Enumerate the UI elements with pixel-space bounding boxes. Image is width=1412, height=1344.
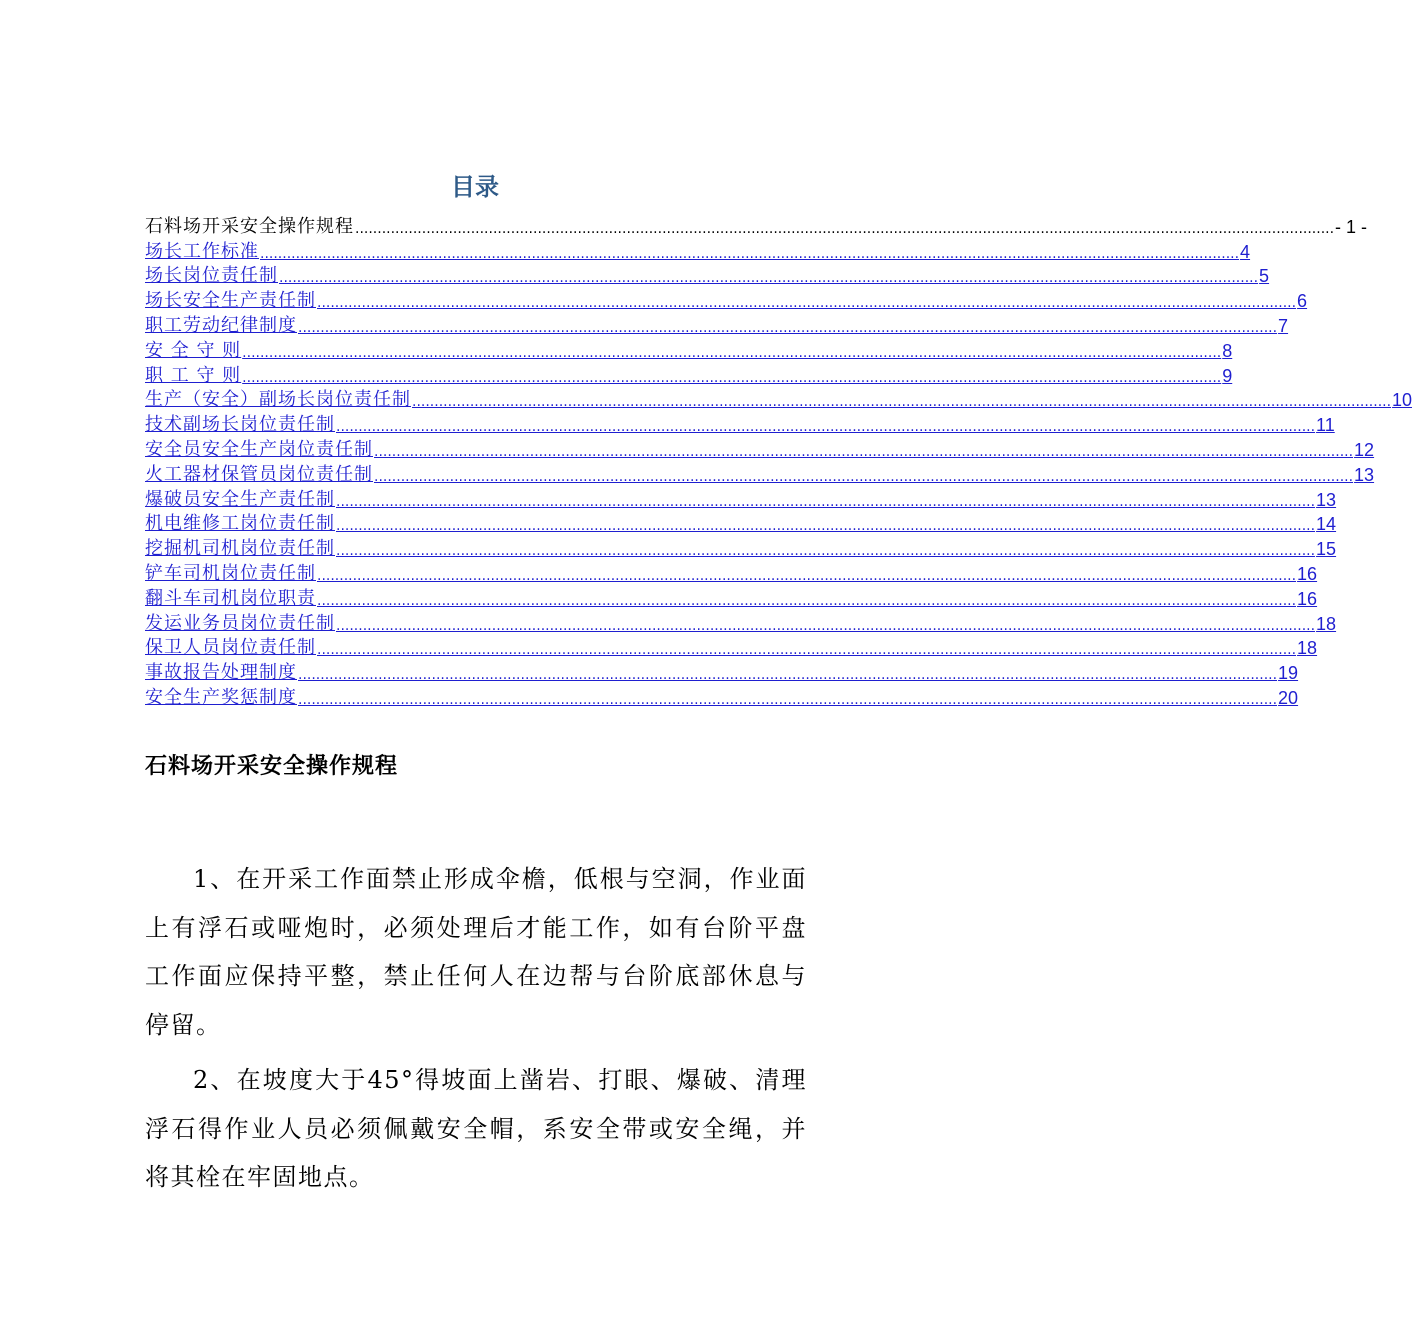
toc-entry-label: 场长安全生产责任制 bbox=[145, 290, 316, 312]
toc-entry[interactable] bbox=[145, 338, 1233, 363]
toc-dot-leader: ............................................................................................................................................................................................................................ bbox=[317, 295, 1297, 312]
toc-entry-label: 生产（安全）副场长岗位责任制 bbox=[145, 389, 411, 411]
toc-entry[interactable] bbox=[145, 536, 1337, 561]
toc-entry-page-number: 15 bbox=[1316, 539, 1337, 560]
toc-dot-leader: ............................................................................................................................................................................................................................ bbox=[336, 493, 1316, 510]
toc-entry-page-number: 6 bbox=[1297, 291, 1308, 312]
toc-entry-page-number: 11 bbox=[1316, 415, 1335, 436]
toc-dot-leader: ............................................................................................................................................................................................................................ bbox=[336, 419, 1316, 436]
toc-entry-label: 安 全 守 则 bbox=[145, 339, 242, 361]
toc-entry[interactable] bbox=[145, 239, 1251, 264]
toc-entry-page-number: 18 bbox=[1316, 613, 1337, 634]
toc-entry-label: 石料场开采安全操作规程 bbox=[145, 215, 354, 237]
toc-entry[interactable] bbox=[145, 611, 1337, 636]
toc-dot-leader: ............................................................................................................................................................................................................................ bbox=[412, 394, 1392, 411]
toc-dot-leader: ............................................................................................................................................................................................................................ bbox=[355, 220, 1335, 237]
toc-entry-label: 发运业务员岗位责任制 bbox=[145, 612, 335, 634]
toc-entry-label: 翻斗车司机岗位职责 bbox=[145, 587, 316, 609]
toc-entry-page-number: 9 bbox=[1222, 365, 1233, 386]
toc-dot-leader: ............................................................................................................................................................................................................................ bbox=[298, 691, 1278, 708]
toc-dot-leader: ............................................................................................................................................................................................................................ bbox=[260, 245, 1240, 262]
toc-entry-label: 火工器材保管员岗位责任制 bbox=[145, 463, 373, 485]
toc-entry-page-number: - 1 - bbox=[1335, 216, 1368, 237]
toc-entry-page-number: 13 bbox=[1316, 489, 1337, 510]
toc-entry-page-number: 13 bbox=[1354, 464, 1375, 485]
toc-dot-leader: ............................................................................................................................................................................................................................ bbox=[279, 270, 1259, 287]
toc-entry[interactable] bbox=[145, 660, 1299, 685]
toc-entry-label: 安全生产奖惩制度 bbox=[145, 686, 297, 708]
toc-dot-leader: ............................................................................................................................................................................................................................ bbox=[317, 642, 1297, 659]
toc-entry[interactable] bbox=[145, 487, 1337, 512]
toc-entry-page-number: 18 bbox=[1297, 638, 1318, 659]
toc-dot-leader: ............................................................................................................................................................................................................................ bbox=[374, 443, 1354, 460]
toc-entry-page-number: 5 bbox=[1259, 266, 1270, 287]
toc-entry[interactable] bbox=[145, 685, 1299, 710]
toc-entry-label: 事故报告处理制度 bbox=[145, 662, 297, 684]
toc-entry[interactable] bbox=[145, 561, 1318, 586]
toc-entry-page-number: 4 bbox=[1240, 241, 1251, 262]
table-of-contents bbox=[145, 214, 1412, 710]
toc-entry[interactable] bbox=[145, 363, 1233, 388]
toc-dot-leader: ............................................................................................................................................................................................................................ bbox=[242, 369, 1222, 386]
toc-entry-label: 职工劳动纪律制度 bbox=[145, 314, 297, 336]
toc-entry[interactable] bbox=[145, 437, 1375, 462]
toc-entry[interactable] bbox=[145, 586, 1318, 611]
toc-entry[interactable] bbox=[145, 512, 1337, 537]
toc-entry[interactable] bbox=[145, 264, 1270, 289]
toc-dot-leader: ............................................................................................................................................................................................................................ bbox=[336, 543, 1316, 560]
toc-entry-page-number: 14 bbox=[1316, 514, 1337, 535]
toc-entry-label: 场长岗位责任制 bbox=[145, 265, 278, 287]
toc-entry-page-number: 16 bbox=[1297, 588, 1318, 609]
toc-dot-leader: ............................................................................................................................................................................................................................ bbox=[336, 617, 1316, 634]
toc-dot-leader: ............................................................................................................................................................................................................................ bbox=[336, 518, 1316, 535]
toc-entry-page-number: 16 bbox=[1297, 563, 1318, 584]
toc-dot-leader: ............................................................................................................................................................................................................................ bbox=[298, 667, 1278, 684]
toc-entry-label: 场长工作标准 bbox=[145, 240, 259, 262]
toc-dot-leader: ............................................................................................................................................................................................................................ bbox=[374, 468, 1354, 485]
toc-entry[interactable] bbox=[145, 636, 1318, 661]
toc-entry-label: 铲车司机岗位责任制 bbox=[145, 562, 316, 584]
toc-entry-page-number: 12 bbox=[1354, 439, 1375, 460]
toc-entry-label: 爆破员安全生产责任制 bbox=[145, 488, 335, 510]
toc-entry bbox=[145, 214, 1368, 239]
toc-entry-label: 保卫人员岗位责任制 bbox=[145, 637, 316, 659]
toc-entry-label: 安全员安全生产岗位责任制 bbox=[145, 438, 373, 460]
section-heading: 石料场开采安全操作规程 bbox=[145, 754, 399, 779]
toc-entry-page-number: 8 bbox=[1222, 340, 1233, 361]
toc-entry-page-number: 19 bbox=[1278, 663, 1299, 684]
toc-entry[interactable] bbox=[145, 288, 1308, 313]
toc-dot-leader: ............................................................................................................................................................................................................................ bbox=[317, 567, 1297, 584]
toc-dot-leader: ............................................................................................................................................................................................................................ bbox=[317, 592, 1297, 609]
toc-entry-page-number: 7 bbox=[1278, 315, 1289, 336]
toc-entry[interactable] bbox=[145, 313, 1289, 338]
toc-entry-label: 技术副场长岗位责任制 bbox=[145, 414, 335, 436]
toc-entry-label: 挖掘机司机岗位责任制 bbox=[145, 538, 335, 560]
toc-entry-label: 职 工 守 则 bbox=[145, 364, 242, 386]
toc-dot-leader: ............................................................................................................................................................................................................................ bbox=[298, 319, 1278, 336]
toc-entry-label: 机电维修工岗位责任制 bbox=[145, 513, 335, 535]
toc-entry[interactable] bbox=[145, 412, 1335, 437]
toc-title: 目录 bbox=[451, 173, 499, 201]
toc-entry-page-number: 10 bbox=[1392, 390, 1412, 411]
toc-entry-page-number: 20 bbox=[1278, 687, 1299, 708]
toc-entry[interactable] bbox=[145, 462, 1375, 487]
toc-dot-leader: ............................................................................................................................................................................................................................ bbox=[242, 344, 1222, 361]
toc-entry[interactable] bbox=[145, 388, 1412, 413]
body-paragraph-2: 2、在坡度大于45°得坡面上凿岩、打眼、爆破、清理浮石得作业人员必须佩戴安全帽，系安全带或安全绳，并将其栓在牢固地点。 bbox=[145, 1066, 807, 1192]
body-paragraph-1: 1、在开采工作面禁止形成伞檐，低根与空洞，作业面上有浮石或哑炮时，必须处理后才能工作，如有台阶平盘工作面应保持平整，禁止任何人在边帮与台阶底部休息与停留。 bbox=[145, 865, 807, 1040]
